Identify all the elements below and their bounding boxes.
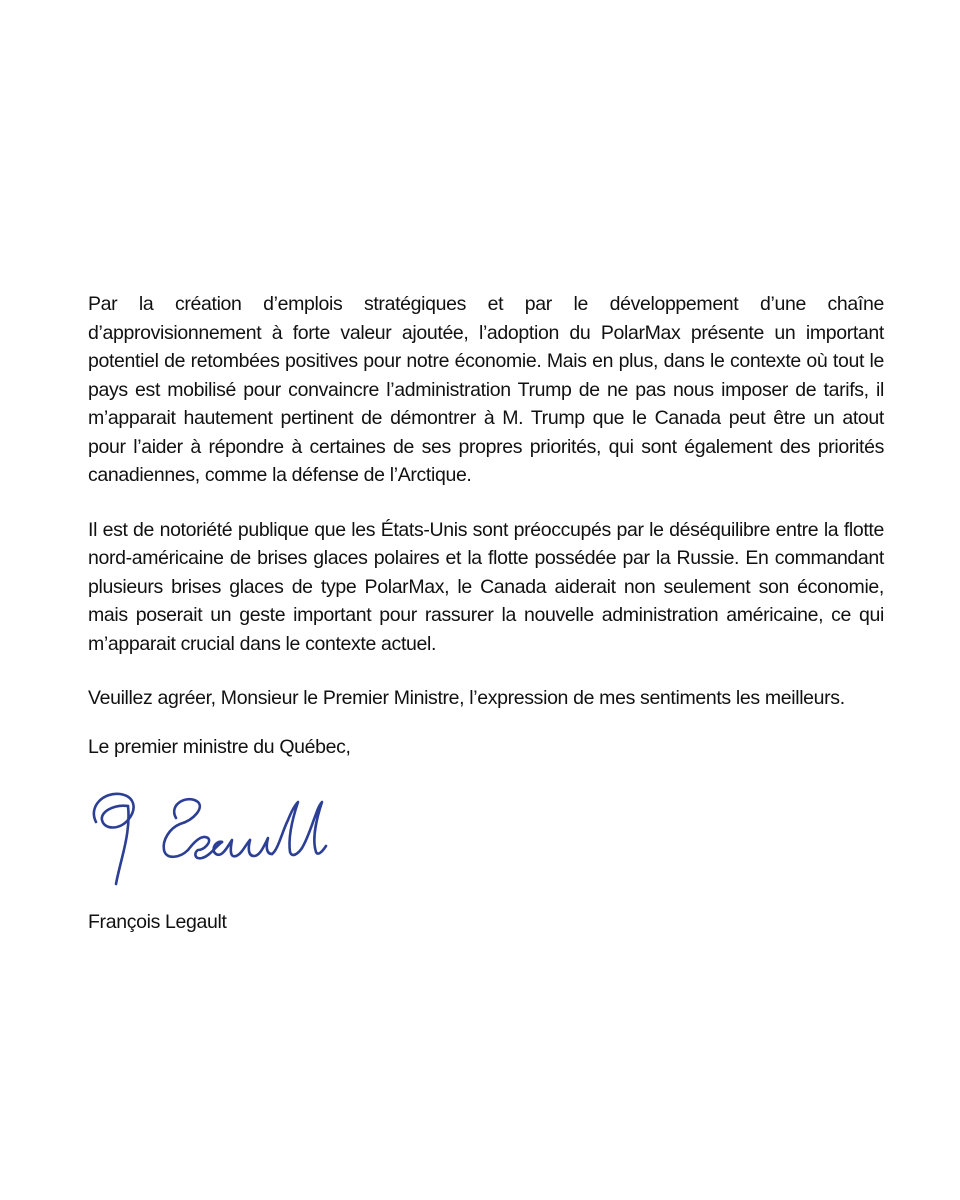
letter-closing: Veuillez agréer, Monsieur le Premier Ministre, l’expression de mes sentiments les meilleurs. [88, 687, 845, 709]
signer-name: François Legault [88, 911, 227, 933]
letter-paragraph-1: Par la création d’emplois stratégiques et par le développement d’une chaîne d’approvisionnement à forte valeur ajoutée, l’adoption du PolarMax présente un important potentiel de retombées positives pour notre économie. Mais en plus, dans le contexte où tout le pays est mobilisé pour convaincre l’administration Trump de ne pas nous imposer de tarifs, il m’apparait hautement pertinent de démontrer à M. Trump que le Canada peut être un atout pour l’aider à répondre à certaines de ses propres priorités, qui sont également des priorités canadiennes, comme la défense de l’Arctique. [88, 293, 884, 486]
handwritten-signature [84, 780, 334, 890]
letter-body [88, 290, 884, 761]
letter-paragraph-2: Il est de notoriété publique que les États-Unis sont préoccupés par le déséquilibre entre la flotte nord-américaine de brises glaces polaires et la flotte possédée par la Russie. En commandant plusieurs brises glaces de type PolarMax, le Canada aiderait non seulement son économie, mais poserait un geste important pour rassurer la nouvelle administration américaine, ce qui m’apparait crucial dans le contexte actuel. [88, 518, 884, 655]
letter-signoff: Le premier ministre du Québec, [88, 735, 351, 758]
